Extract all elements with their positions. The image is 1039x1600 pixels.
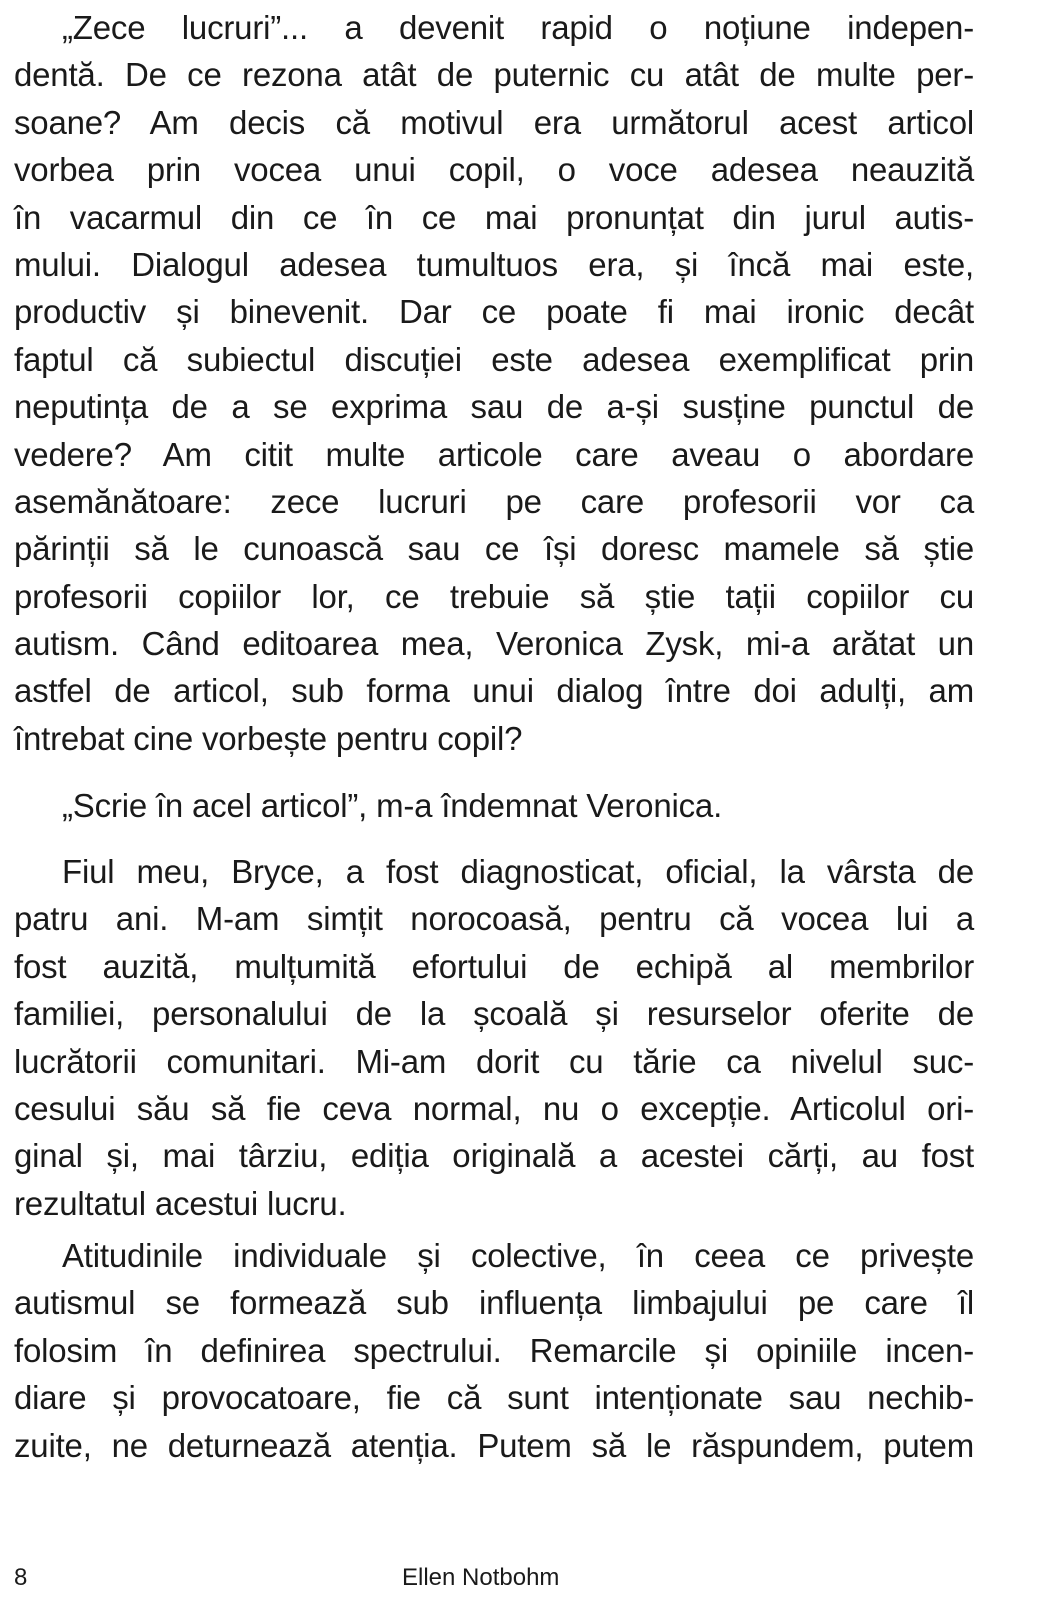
text-line: fost auzită, mulțumită efortului de echipă al membrilor (14, 947, 974, 985)
text-line: diare și provocatoare, fie că sunt intenționate sau nechib- (14, 1379, 974, 1417)
text-line: patru ani. M-am simțit norocoasă, pentru că vocea lui a (14, 900, 974, 938)
text-line: soane? Am decis că motivul era următorul acest articol (14, 103, 974, 141)
paragraph-intro (14, 4, 974, 762)
text-line: în vacarmul din ce în ce mai pronunțat din jurul autis- (14, 198, 974, 236)
text-line: folosim în definirea spectrului. Remarcile și opiniile incen- (14, 1331, 974, 1369)
paragraph-attitudes (14, 1232, 974, 1469)
text-line: autismul se formează sub influența limbajului pe care îl (14, 1284, 974, 1322)
text-line: Atitudinile individuale și colective, în ceea ce privește (62, 1237, 974, 1274)
text-line: lucrătorii comunitari. Mi-am dorit cu tărie ca nivelul suc- (14, 1042, 974, 1080)
author-name: Ellen Notbohm (402, 1564, 560, 1591)
text-line: familiei, personalului de la școală și resurselor oferite de (14, 995, 974, 1033)
text-line: asemănătoare: zece lucruri pe care profesorii vor ca (14, 482, 974, 520)
text-line: Fiul meu, Bryce, a fost diagnosticat, oficial, la vârsta de (62, 853, 974, 890)
text-line: rezultatul acestui lucru. (14, 1184, 347, 1222)
text-line: ginal și, mai târziu, ediția originală a acestei cărți, au fost (14, 1137, 974, 1175)
text-line: „Zece lucruri”... a devenit rapid o noțiune indepen- (62, 9, 974, 46)
text-line: părinții să le cunoască sau ce își doresc mamele să știe (14, 530, 974, 568)
text-line: faptul că subiectul discuției este adesea exemplificat prin (14, 340, 974, 378)
text-line: dentă. De ce rezona atât de puternic cu atât de multe per- (14, 56, 974, 94)
text-line: cesului său să fie ceva normal, nu o excepție. Articolul ori- (14, 1089, 974, 1127)
text-line: autism. Când editoarea mea, Veronica Zysk, mi-a arătat un (14, 625, 974, 663)
paragraph-bryce (14, 848, 974, 1227)
page-footer (0, 1560, 1039, 1596)
text-line: astfel de articol, sub forma unui dialog între doi adulți, am (14, 672, 974, 710)
text-line: vorbea prin vocea unui copil, o voce adesea neauzită (14, 151, 974, 189)
text-line: vedere? Am citit multe articole care aveau o abordare (14, 435, 974, 473)
text-line: neputința de a se exprima sau de a-și susține punctul de (14, 388, 974, 426)
text-line: zuite, ne deturnează atenția. Putem să le răspundem, putem (14, 1426, 974, 1464)
text-line: productiv și binevenit. Dar ce poate fi mai ironic decât (14, 293, 974, 331)
text-line: mului. Dialogul adesea tumultuos era, și încă mai este, (14, 245, 974, 283)
paragraph-quote (14, 782, 974, 829)
page-number: 8 (14, 1564, 28, 1591)
text-line: profesorii copiilor lor, ce trebuie să știe tații copiilor cu (14, 577, 974, 615)
text-line: „Scrie în acel articol”, m-a îndemnat Veronica. (62, 787, 723, 824)
text-line: întrebat cine vorbește pentru copil? (14, 719, 523, 757)
